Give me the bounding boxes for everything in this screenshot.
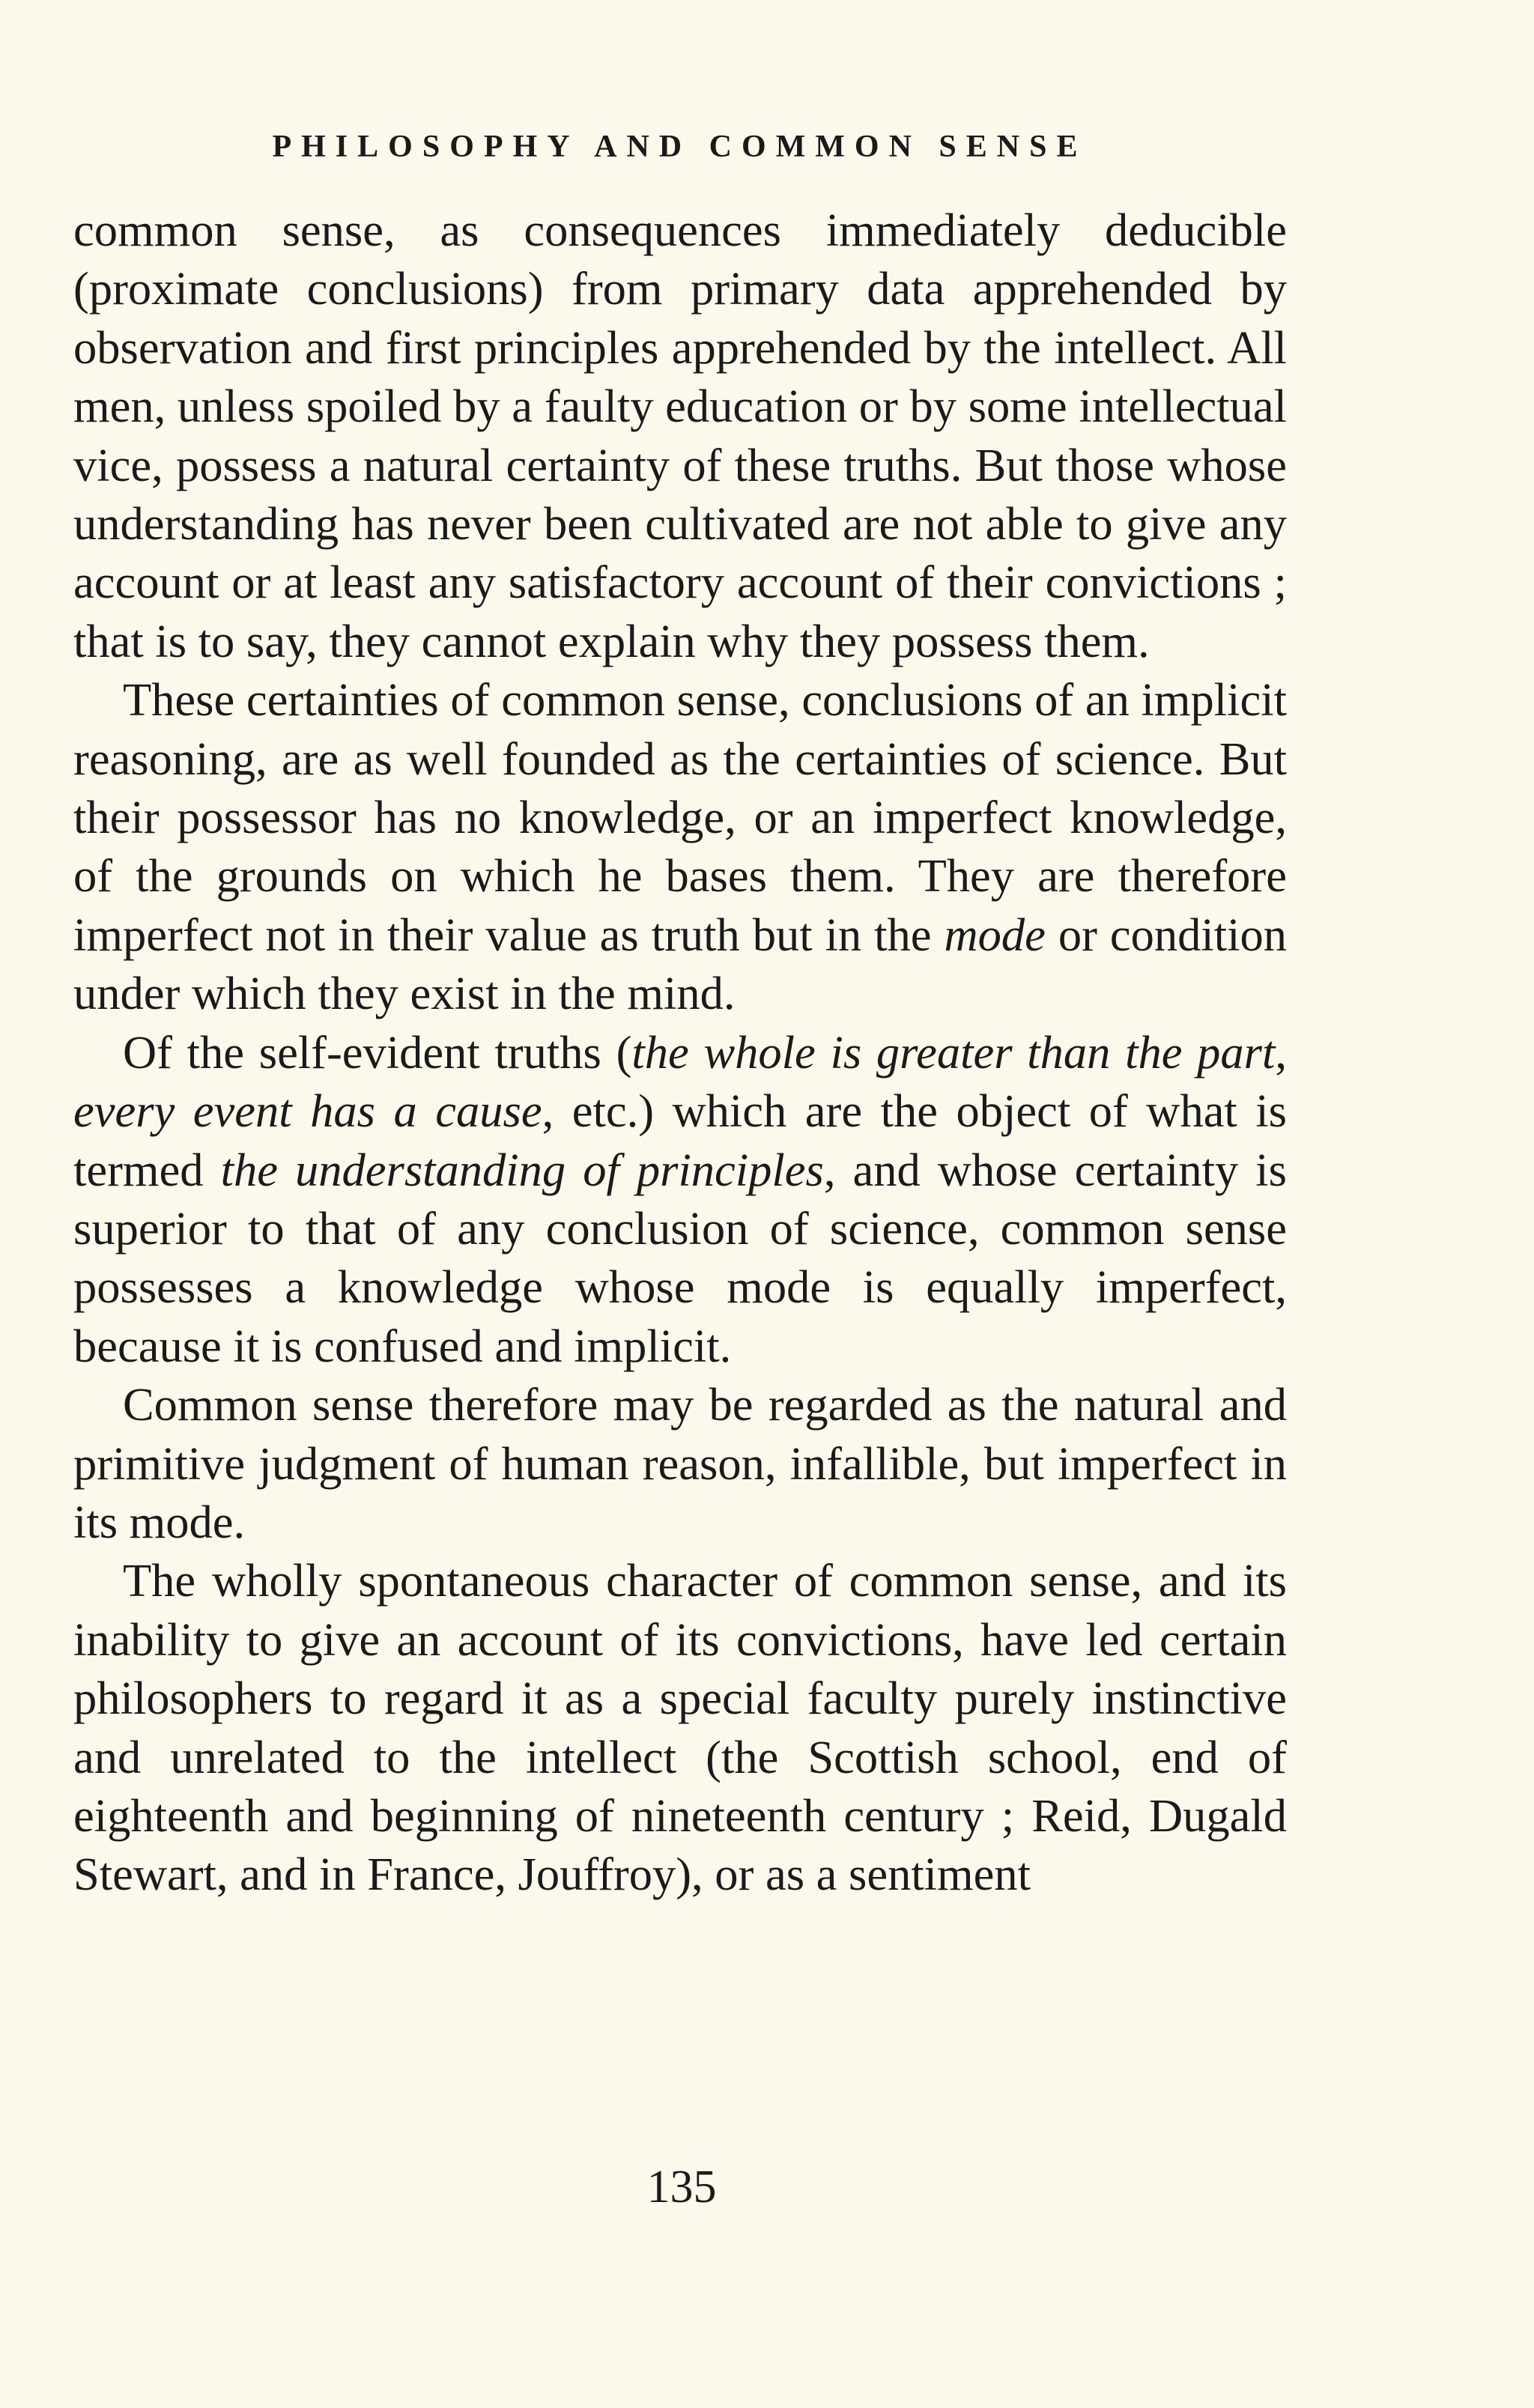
paragraph-1 — [73, 201, 1287, 670]
paragraph-2-text-2: or condition under which they exist in the mind. — [73, 908, 1287, 1020]
paragraph-3-text-1: Of the self-evident truths ( — [123, 1025, 632, 1079]
paragraph-3-text-4: , and whose certainty is superior to that of any conclusion of science, common sense possesses a knowledge whose mode is equally imperfect, because it is confused and implicit. — [73, 1143, 1287, 1372]
paragraph-3-text-2: , — [1275, 1025, 1287, 1079]
paragraph-5-text: The wholly spontaneous character of common sense, and its inability to give an account of its convictions, have led certain philosophers to regard it as a special faculty purely instinctive and unrelated to the intellect (the Scottish school, end of eighteenth and beginning of nineteenth century ; Reid, Dugald Stewart, and in France, Jouffroy), or as a sentiment — [73, 1554, 1287, 1901]
paragraph-2 — [73, 670, 1287, 1022]
paragraph-4 — [73, 1375, 1287, 1551]
body-text — [73, 201, 1287, 1904]
paragraph-2-emphasis-mode: mode — [944, 908, 1046, 961]
paragraph-2-text-1: These certainties of common sense, conclusions of an implicit reasoning, are as well founded as the certainties of science. But their possessor has no knowledge, or an imperfect knowledge, of the grounds on which he bases them. They are therefore imperfect not in their value as truth but in the — [73, 673, 1287, 961]
paragraph-3-emphasis-whole-part: the whole is greater than the part — [631, 1025, 1276, 1079]
paragraph-3 — [73, 1023, 1287, 1375]
paragraph-1-text: common sense, as consequences immediately deducible (proximate conclusions) from primary data apprehended by observation and first principles apprehended by the intellect. All men, unless spoiled by a faulty education or by some intellectual vice, possess a natural certainty of these truths. But those whose understanding has never been cultivated are not able to give any account or at least any satisfactory account of their convictions ; that is to say, they cannot explain why they possess them. — [73, 204, 1287, 667]
running-head: PHILOSOPHY AND COMMON SENSE — [272, 130, 1088, 164]
paragraph-4-text: Common sense therefore may be regarded as the natural and primitive judgment of human reason, infallible, but imperfect in its mode. — [73, 1378, 1287, 1548]
paragraph-5 — [73, 1551, 1287, 1903]
page-number: 135 — [646, 2162, 717, 2213]
paragraph-3-emphasis-event-cause: every event has a cause — [73, 1085, 542, 1138]
paragraph-3-emphasis-understanding: the understanding of principles — [220, 1143, 824, 1196]
paragraph-3-text-3: , etc.) which are the object of what is termed — [73, 1085, 1288, 1196]
